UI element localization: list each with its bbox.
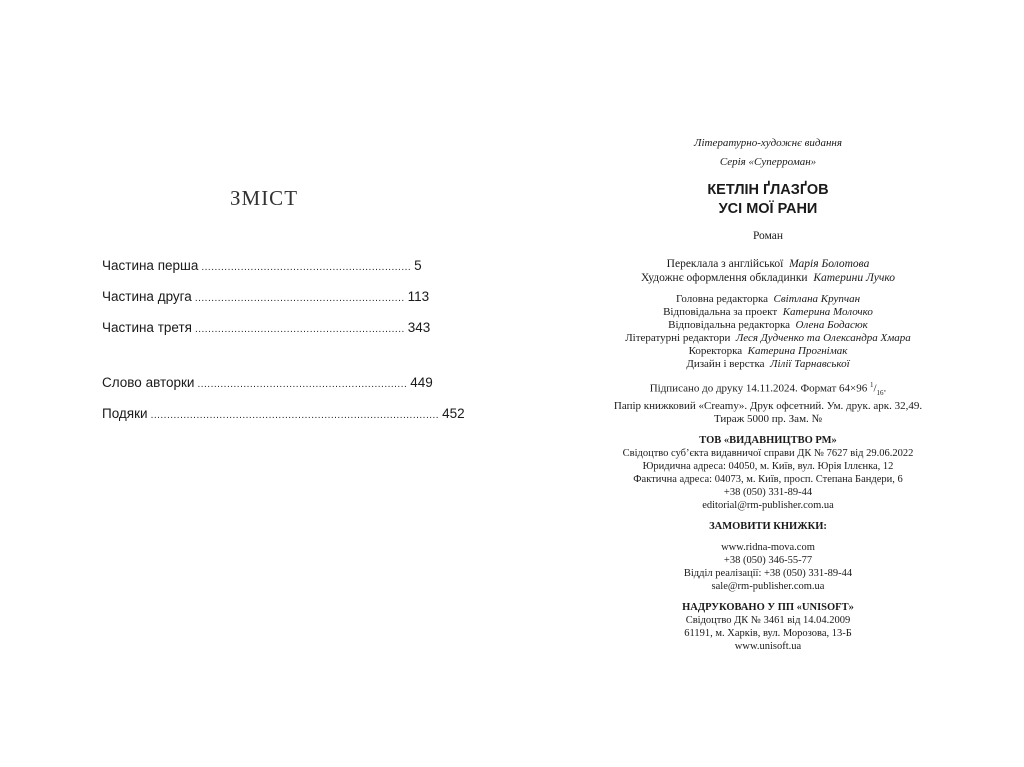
toc-entry-label: Подяки [102, 406, 148, 421]
toc-entry [102, 320, 431, 351]
credit-role: Переклала з англійської [666, 258, 784, 270]
printer-line: 61191, м. Харків, вул. Морозова, 13-Б [684, 627, 852, 639]
credit-role: Головна редакторка [675, 293, 769, 305]
publisher-name: ТОВ «ВИДАВНИЦТВО РМ» [699, 434, 837, 446]
toc-entry-page: 343 [407, 320, 431, 335]
author-name: КЕТЛІН ҐЛАЗҐОВ [707, 182, 829, 198]
toc-entry-page: 452 [442, 406, 465, 421]
publisher-line: +38 (050) 331-89-44 [723, 486, 813, 498]
credit-role: Художнє оформлення обкладинки [640, 272, 808, 284]
credit-name: Олена Бодасюк [795, 319, 868, 331]
credit-line [512, 319, 1024, 332]
toc-entry-label: Слово авторки [102, 375, 195, 390]
order-line: www.ridna-mova.com [721, 541, 815, 553]
order-line: sale@rm-publisher.com.ua [711, 580, 825, 592]
credit-role: Коректорка [688, 345, 743, 357]
toc-entry-label: Частина перша [102, 258, 199, 273]
publisher-line: editorial@rm-publisher.com.ua [702, 499, 834, 511]
format-fraction-denominator: 16 [876, 388, 884, 397]
toc-entry-page: 113 [407, 289, 430, 304]
printer-heading: НАДРУКОВАНО У ПП «UNISOFT» [682, 601, 854, 613]
format-fraction-numerator: 1 [869, 381, 874, 389]
credit-name: Марія Болотова [789, 258, 870, 270]
toc-list [102, 258, 465, 437]
credit-name: Світлана Крупчан [773, 293, 861, 305]
credit-name: Леся Дудченко та Олександра Хмара [735, 332, 911, 344]
printer-line: Свідоцтво ДК № 3461 від 14.04.2009 [685, 614, 851, 626]
edition-type: Літературно-художнє видання [694, 137, 842, 149]
credit-role: Літературні редактори [625, 332, 731, 344]
credit-line [512, 345, 1024, 358]
credit-role: Відповідальна за проект [663, 306, 778, 318]
credit-line [512, 358, 1024, 371]
book-title: УСІ МОЇ РАНИ [718, 201, 818, 217]
credit-role: Дизайн і верстка [686, 358, 765, 370]
toc-entry [102, 375, 433, 406]
order-heading: ЗАМОВИТИ КНИЖКИ: [709, 520, 827, 532]
print-info-line: Тираж 5000 пр. Зам. № [713, 412, 823, 425]
imprint-block [512, 137, 1024, 653]
toc-leader-dots: ................................................................ [194, 293, 405, 304]
credit-line [512, 293, 1024, 306]
toc-entry-label: Частина друга [102, 289, 192, 304]
credit-role: Відповідальна редакторка [668, 319, 791, 331]
toc-leader-dots: ................................................................ [201, 262, 412, 273]
credit-line [512, 257, 1024, 271]
credit-name: Катерини Лучко [813, 272, 896, 284]
publisher-line: Свідоцтво суб’єкта видавничої справи ДК № 7627 від 29.06.2022 [622, 447, 914, 459]
toc-entry-label: Частина третя [102, 320, 192, 335]
credit-line [512, 332, 1024, 345]
toc-entry-page: 449 [410, 375, 433, 390]
series-name: Серія «Суперроман» [719, 156, 817, 168]
toc-entry [102, 406, 465, 437]
print-info-line: Підписано до друку 14.11.2024. Формат 64×96 $^1/_{16}$. [649, 381, 887, 397]
toc-entry-page: 5 [414, 258, 422, 273]
credit-name: Катерина Прогнімак [747, 345, 848, 357]
credit-name: Катерина Молочко [782, 306, 873, 318]
credit-name: Лілії Тарнавської [770, 358, 850, 370]
toc-leader-dots: ................................................................ [197, 379, 408, 390]
credit-line [512, 271, 1024, 285]
print-info-line: Папір книжковий «Creamy». Друк офсетний. Ум. друк. арк. 32,49. [613, 399, 923, 412]
genre: Роман [752, 230, 784, 242]
toc-entry [102, 258, 422, 289]
credit-line [512, 306, 1024, 319]
toc-title: ЗМІСТ [230, 186, 299, 210]
toc-leader-dots: ........................................................................................ [150, 410, 440, 421]
order-line: Відділ реалізації: +38 (050) 331-89-44 [683, 567, 853, 579]
publisher-line: Юридична адреса: 04050, м. Київ, вул. Юрія Іллєнка, 12 [642, 460, 894, 472]
toc-entry [102, 289, 430, 320]
right-page [512, 0, 1024, 767]
order-line: +38 (050) 346-55-77 [723, 554, 813, 566]
publisher-line: Фактична адреса: 04073, м. Київ, просп. Степана Бандери, 6 [633, 473, 903, 485]
printer-line: www.unisoft.ua [734, 640, 802, 652]
toc-leader-dots: ................................................................ [194, 324, 405, 335]
